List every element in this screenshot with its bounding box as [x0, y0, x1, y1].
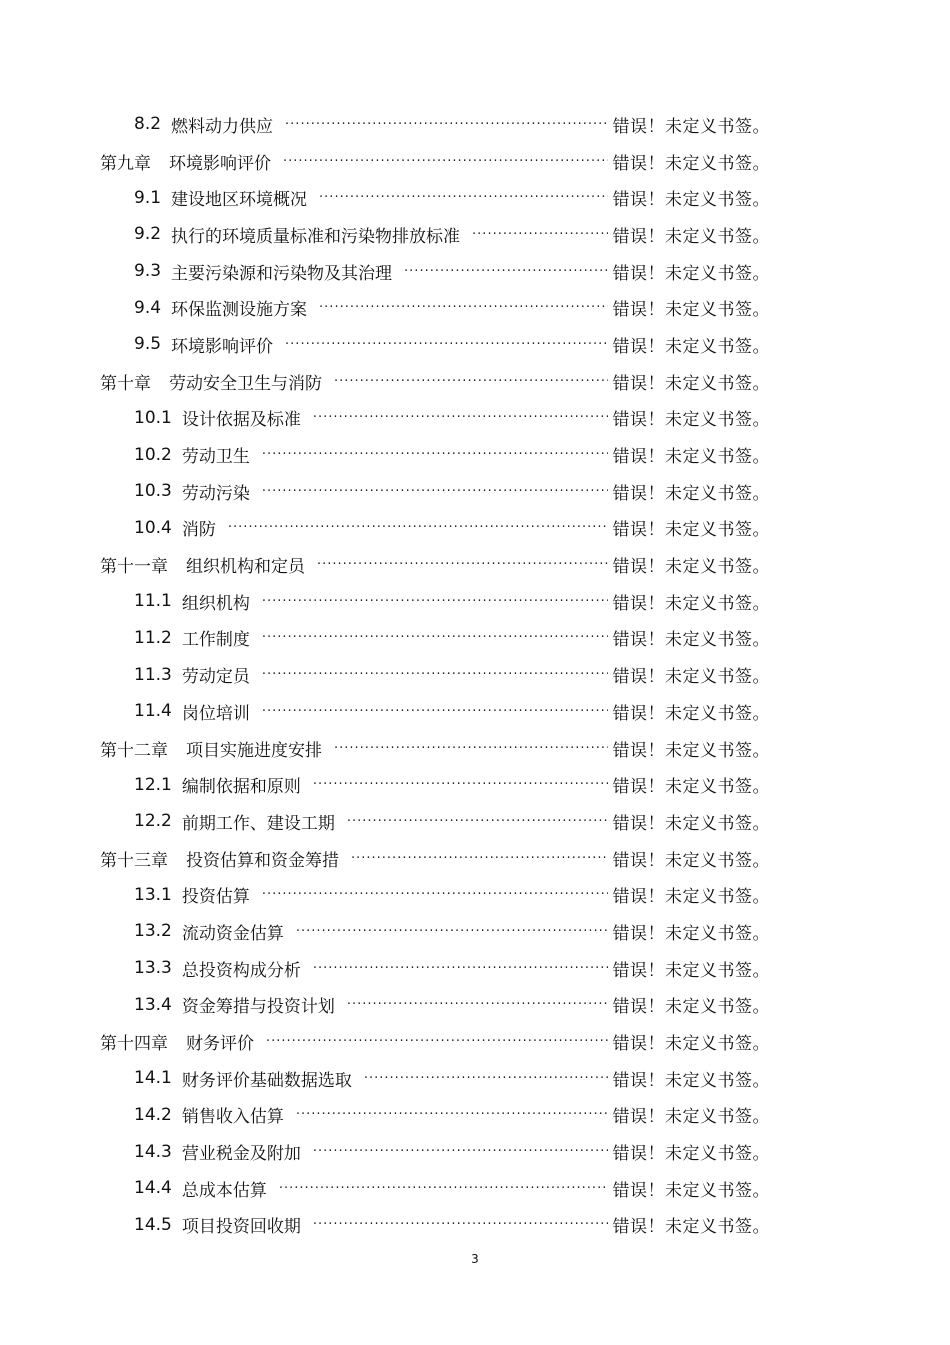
toc-entry-title: 资金筹措与投资计划	[181, 997, 335, 1018]
toc-section-entry[interactable]	[0, 510, 950, 547]
toc-section-entry[interactable]	[0, 987, 950, 1024]
dot-leader	[364, 1071, 608, 1086]
toc-entry-line	[134, 882, 610, 907]
toc-entry-title: 劳动安全卫生与消防	[169, 373, 322, 394]
toc-page-reference: 错误！未定义书签。	[613, 515, 771, 540]
toc-entry-line	[134, 662, 610, 687]
dot-leader	[313, 1217, 608, 1232]
toc-entry-title: 设计依据及标准	[181, 410, 301, 431]
toc-page-reference: 错误！未定义书签。	[613, 295, 771, 320]
toc-section-entry[interactable]	[0, 803, 950, 840]
toc-entry-line	[134, 1212, 610, 1237]
toc-chapter-entry[interactable]	[0, 363, 950, 400]
dot-leader	[262, 484, 608, 499]
toc-entry-line	[134, 1139, 610, 1164]
toc-entry-title: 劳动定员	[181, 667, 250, 688]
toc-entry-title: 环境影响评价	[171, 336, 274, 357]
toc-entry-line	[134, 405, 610, 430]
toc-entry-title: 环境影响评价	[169, 153, 271, 174]
toc-section-entry[interactable]	[0, 913, 950, 950]
dot-leader	[313, 1144, 608, 1159]
toc-page-reference: 错误！未定义书签。	[613, 185, 771, 210]
toc-entry-number: 9.4	[134, 297, 162, 318]
toc-entry-number: 13.1	[134, 884, 172, 905]
toc-entry-line	[134, 956, 610, 981]
toc-section-entry[interactable]	[0, 1170, 950, 1207]
toc-entry-number: 14.5	[134, 1214, 172, 1235]
toc-entry-title: 总投资构成分析	[181, 960, 301, 981]
toc-section-entry[interactable]	[0, 950, 950, 987]
toc-section-entry[interactable]	[0, 620, 950, 657]
toc-entry-title: 环保监测设施方案	[171, 300, 308, 321]
toc-chapter-entry[interactable]	[0, 840, 950, 877]
toc-entry-number: 11.3	[134, 664, 172, 685]
toc-section-entry[interactable]	[0, 179, 950, 216]
toc-entry-line	[100, 149, 610, 174]
dot-leader	[262, 887, 608, 902]
toc-entry-line	[134, 332, 610, 357]
toc-entry-title: 投资估算和资金筹措	[186, 850, 339, 871]
toc-entry-title: 前期工作、建设工期	[181, 813, 335, 834]
toc-page-reference: 错误！未定义书签。	[613, 1029, 771, 1054]
toc-entry-line	[134, 625, 610, 650]
toc-entry-line	[134, 112, 610, 137]
toc-section-entry[interactable]	[0, 326, 950, 363]
toc-entry-title: 岗位培训	[181, 703, 250, 724]
toc-entry-title: 执行的环境质量标准和污染物排放标准	[171, 226, 461, 247]
toc-entry-line	[134, 772, 610, 797]
toc-section-entry[interactable]	[0, 400, 950, 437]
toc-entry-title: 组织机构和定员	[186, 557, 305, 578]
toc-entry-number: 14.2	[134, 1104, 172, 1125]
dot-leader	[262, 704, 608, 719]
dot-leader	[317, 557, 608, 572]
toc-entry-number: 10.4	[134, 517, 172, 538]
toc-entry-number: 14.1	[134, 1068, 172, 1089]
toc-section-entry[interactable]	[0, 693, 950, 730]
toc-entry-number: 10.2	[134, 444, 172, 465]
toc-entry-title: 项目投资回收期	[181, 1217, 301, 1238]
toc-page-reference: 错误！未定义书签。	[613, 1176, 771, 1201]
toc-entry-number: 10.3	[134, 481, 172, 502]
toc-entry-line	[134, 809, 610, 834]
dot-leader	[285, 337, 608, 352]
toc-entry-line	[134, 1066, 610, 1091]
toc-section-entry[interactable]	[0, 253, 950, 290]
toc-entry-line	[134, 295, 610, 320]
toc-page-reference: 错误！未定义书签。	[613, 222, 771, 247]
toc-entry-line	[100, 736, 610, 761]
toc-entry-number: 第十四章	[100, 1034, 168, 1055]
toc-entry-number: 9.5	[134, 334, 162, 355]
toc-page-reference: 错误！未定义书签。	[613, 405, 771, 430]
toc-entry-line	[134, 515, 610, 540]
toc-entry-number: 12.1	[134, 774, 172, 795]
page-number: 3	[471, 1252, 479, 1266]
toc-entry-number: 10.1	[134, 407, 172, 428]
dot-leader	[279, 1181, 608, 1196]
dot-leader	[319, 190, 608, 205]
toc-entry-number: 13.3	[134, 958, 172, 979]
toc-page-reference: 错误！未定义书签。	[613, 112, 771, 137]
toc-entry-line	[134, 919, 610, 944]
toc-entry-title: 工作制度	[181, 630, 250, 651]
toc-section-entry[interactable]	[0, 583, 950, 620]
dot-leader	[262, 667, 608, 682]
dot-leader	[262, 630, 608, 645]
toc-section-entry[interactable]	[0, 766, 950, 803]
toc-entry-title: 投资估算	[181, 887, 250, 908]
toc-page-reference: 错误！未定义书签。	[613, 369, 771, 394]
toc-entry-title: 营业税金及附加	[181, 1144, 301, 1165]
toc-entry-line	[134, 589, 610, 614]
toc-entry-title: 总成本估算	[181, 1180, 267, 1201]
dot-leader	[228, 520, 608, 535]
toc-entry-line	[100, 1029, 610, 1054]
toc-page-reference: 错误！未定义书签。	[613, 332, 771, 357]
toc-entry-title: 流动资金估算	[181, 923, 284, 944]
toc-page-reference: 错误！未定义书签。	[613, 1212, 771, 1237]
toc-page-reference: 错误！未定义书签。	[613, 442, 771, 467]
toc-entry-title: 主要污染源和污染物及其治理	[171, 263, 393, 284]
toc-page-reference: 错误！未定义书签。	[613, 919, 771, 944]
toc-section-entry[interactable]	[0, 1060, 950, 1097]
toc-entry-title: 劳动卫生	[181, 447, 250, 468]
toc-entry-number: 8.2	[134, 114, 162, 135]
toc-section-entry[interactable]	[0, 473, 950, 510]
toc-section-entry[interactable]	[0, 1097, 950, 1134]
dot-leader	[283, 154, 608, 169]
toc-entry-number: 12.2	[134, 811, 172, 832]
toc-page-reference: 错误！未定义书签。	[613, 589, 771, 614]
toc-entry-line	[134, 479, 610, 504]
toc-section-entry[interactable]	[0, 1133, 950, 1170]
toc-entry-title: 消防	[181, 520, 216, 541]
dot-leader	[472, 227, 608, 242]
toc-entry-line	[134, 1102, 610, 1127]
toc-chapter-entry[interactable]	[0, 1023, 950, 1060]
toc-entry-line	[134, 699, 610, 724]
toc-entry-number: 9.2	[134, 224, 162, 245]
toc-entry-number: 13.4	[134, 994, 172, 1015]
toc-section-entry[interactable]	[0, 436, 950, 473]
toc-page-reference: 错误！未定义书签。	[613, 772, 771, 797]
dot-leader	[319, 300, 608, 315]
toc-entry-number: 第十章	[100, 373, 151, 394]
toc-page-reference: 错误！未定义书签。	[613, 552, 771, 577]
toc-entry-number: 第十三章	[100, 850, 168, 871]
toc-entry-title: 劳动污染	[181, 483, 250, 504]
dot-leader	[266, 1034, 608, 1049]
dot-leader	[347, 997, 608, 1012]
dot-leader	[296, 1107, 608, 1122]
toc-entry-line	[100, 369, 610, 394]
dot-leader	[404, 264, 608, 279]
toc-page-reference: 错误！未定义书签。	[613, 662, 771, 687]
dot-leader	[334, 374, 608, 389]
dot-leader	[262, 447, 608, 462]
toc-entry-line	[100, 846, 610, 871]
toc-page-reference: 错误！未定义书签。	[613, 259, 771, 284]
toc-page-reference: 错误！未定义书签。	[613, 479, 771, 504]
toc-entry-title: 组织机构	[181, 593, 250, 614]
toc-page-reference: 错误！未定义书签。	[613, 1139, 771, 1164]
toc-entry-line	[134, 222, 610, 247]
toc-entry-number: 13.2	[134, 921, 172, 942]
toc-entry-title: 项目实施进度安排	[186, 740, 322, 761]
toc-entry-line	[134, 259, 610, 284]
toc-section-entry[interactable]	[0, 106, 950, 143]
toc-page-reference: 错误！未定义书签。	[613, 149, 771, 174]
toc-entry-number: 11.4	[134, 701, 172, 722]
toc-entry-number: 第十二章	[100, 740, 168, 761]
dot-leader	[313, 961, 608, 976]
dot-leader	[296, 924, 608, 939]
toc-page-reference: 错误！未定义书签。	[613, 736, 771, 761]
toc-entry-title: 财务评价基础数据选取	[181, 1070, 352, 1091]
dot-leader	[334, 741, 608, 756]
dot-leader	[285, 117, 608, 132]
toc-entry-title: 建设地区环境概况	[171, 190, 308, 211]
toc-entry-number: 11.2	[134, 627, 172, 648]
toc-page-reference: 错误！未定义书签。	[613, 1066, 771, 1091]
toc-page-reference: 错误！未定义书签。	[613, 846, 771, 871]
toc-page-reference: 错误！未定义书签。	[613, 699, 771, 724]
dot-leader	[313, 777, 608, 792]
dot-leader	[351, 851, 608, 866]
toc-page-reference: 错误！未定义书签。	[613, 992, 771, 1017]
toc-page-reference: 错误！未定义书签。	[613, 625, 771, 650]
toc-entry-line	[134, 185, 610, 210]
toc-page-reference: 错误！未定义书签。	[613, 956, 771, 981]
toc-entry-line	[134, 1176, 610, 1201]
toc-page-reference: 错误！未定义书签。	[613, 1102, 771, 1127]
dot-leader	[313, 410, 608, 425]
toc-entry-title: 销售收入估算	[181, 1107, 284, 1128]
toc-entry-number: 11.1	[134, 591, 172, 612]
toc-section-entry[interactable]	[0, 216, 950, 253]
toc-entry-line	[134, 992, 610, 1017]
toc-entry-line	[100, 552, 610, 577]
toc-section-entry[interactable]	[0, 1207, 950, 1244]
toc-section-entry[interactable]	[0, 289, 950, 326]
toc-section-entry[interactable]	[0, 876, 950, 913]
toc-chapter-entry[interactable]	[0, 143, 950, 180]
toc-entry-line	[134, 442, 610, 467]
toc-entry-number: 第十一章	[100, 557, 168, 578]
toc-chapter-entry[interactable]	[0, 730, 950, 767]
toc-entry-number: 9.3	[134, 261, 162, 282]
toc-entry-title: 燃料动力供应	[171, 116, 274, 137]
toc-section-entry[interactable]	[0, 656, 950, 693]
table-of-contents	[0, 106, 950, 1243]
dot-leader	[347, 814, 608, 829]
toc-entry-number: 14.4	[134, 1178, 172, 1199]
toc-entry-number: 9.1	[134, 187, 162, 208]
toc-page-reference: 错误！未定义书签。	[613, 882, 771, 907]
toc-entry-title: 财务评价	[186, 1034, 254, 1055]
dot-leader	[262, 594, 608, 609]
toc-page-reference: 错误！未定义书签。	[613, 809, 771, 834]
toc-entry-number: 14.3	[134, 1141, 172, 1162]
toc-chapter-entry[interactable]	[0, 546, 950, 583]
toc-entry-number: 第九章	[100, 153, 151, 174]
toc-entry-title: 编制依据和原则	[181, 777, 301, 798]
